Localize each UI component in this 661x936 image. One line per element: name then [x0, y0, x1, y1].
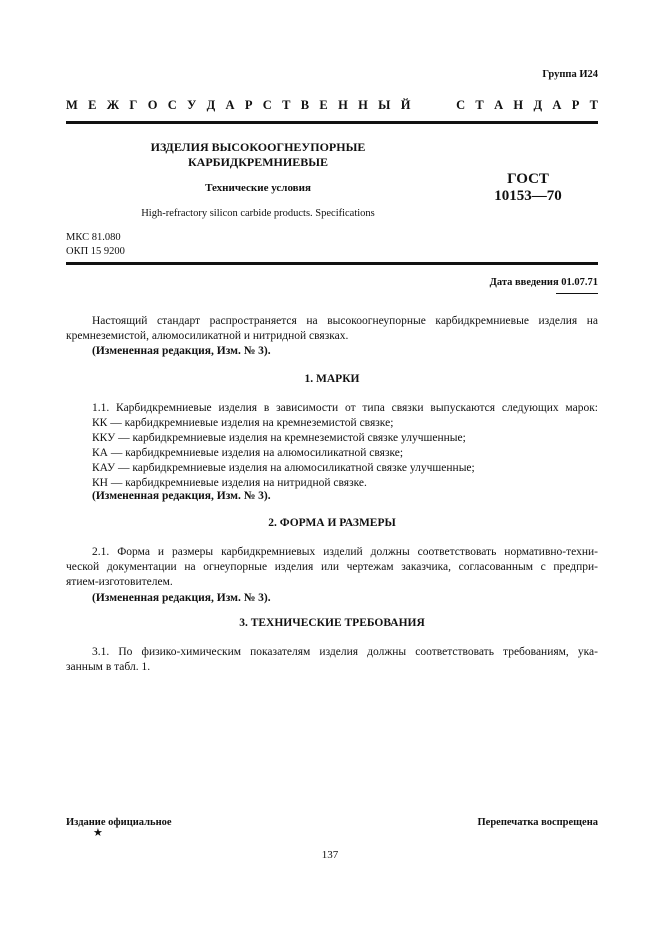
group-label: Группа И24 — [542, 69, 598, 80]
effective-date: Дата введения 01.07.71 — [489, 277, 598, 288]
intro-line: Настоящий стандарт распространяется на высокоогнеупорные карбидкремниевые изделия на — [92, 315, 598, 327]
official-edition: Издание официальное — [66, 817, 172, 828]
section-heading-1: 1. МАРКИ — [304, 373, 360, 385]
middle-rule — [66, 262, 598, 265]
star-icon: ★ — [93, 827, 103, 839]
section-2-line: ятием-изготовителем. — [66, 576, 173, 588]
reprint-notice: Перепечатка воспрещена — [477, 817, 598, 828]
gost-label: ГОСТ — [507, 171, 549, 187]
grade-kk: КК — карбидкремниевые изделия на кремнеземистой связке; — [92, 417, 394, 429]
spaced-title: М Е Ж Г О С У Д А Р С Т В Е Н Н Ы Й С Т А Н Д А Р Т — [66, 98, 598, 112]
section-1-line: 1.1. Карбидкремниевые изделия в зависимости от типа связки выпускаются следующих марок: — [92, 402, 598, 414]
okp-code: ОКП 15 9200 — [66, 246, 125, 257]
mks-code: МКС 81.080 — [66, 232, 121, 243]
section-2-line: 2.1. Форма и размеры карбидкремниевых изделий должны соответствовать нормативно-техни- — [92, 546, 598, 558]
grade-kku: ККУ — карбидкремниевые изделия на кремнеземистой связке улучшенные; — [92, 432, 466, 444]
page-number: 137 — [321, 849, 339, 861]
grade-ka: КА — карбидкремниевые изделия на алюмосиликатной связке; — [92, 447, 404, 459]
title-line-1: ИЗДЕЛИЯ ВЫСОКООГНЕУПОРНЫЕ — [150, 140, 366, 154]
standard-type-heading — [66, 98, 598, 112]
title-line-2: КАРБИДКРЕМНИЕВЫЕ — [187, 155, 329, 169]
section-3-line: 3.1. По физико-химическим показателям изделия должны соответствовать требованиям, ука- — [92, 646, 598, 658]
amendment-note: (Измененная редакция, Изм. № 3). — [92, 592, 271, 604]
amendment-note: (Измененная редакция, Изм. № 3). — [92, 490, 271, 502]
english-title: High-refractory silicon carbide products. Specifications — [141, 208, 375, 219]
intro-line: кремнеземистой, алюмосиликатной и нитридной связках. — [66, 330, 349, 342]
section-heading-2: 2. ФОРМА И РАЗМЕРЫ — [268, 517, 396, 529]
date-underline — [556, 293, 598, 294]
subtitle: Технические условия — [205, 182, 311, 194]
section-heading-3: 3. ТЕХНИЧЕСКИЕ ТРЕБОВАНИЯ — [239, 617, 425, 629]
gost-number: 10153—70 — [494, 188, 562, 204]
grade-kn: КН — карбидкремниевые изделия на нитридной связке. — [92, 477, 367, 489]
section-2-line: ческой документации на огнеупорные изделия или чертежам заказчика, согласованным с предпри- — [66, 561, 598, 573]
grade-kau: КАУ — карбидкремниевые изделия на алюмосиликатной связке улучшенные; — [92, 462, 475, 474]
amendment-note: (Измененная редакция, Изм. № 3). — [92, 345, 271, 357]
section-3-line: занным в табл. 1. — [66, 661, 151, 673]
top-rule — [66, 121, 598, 124]
